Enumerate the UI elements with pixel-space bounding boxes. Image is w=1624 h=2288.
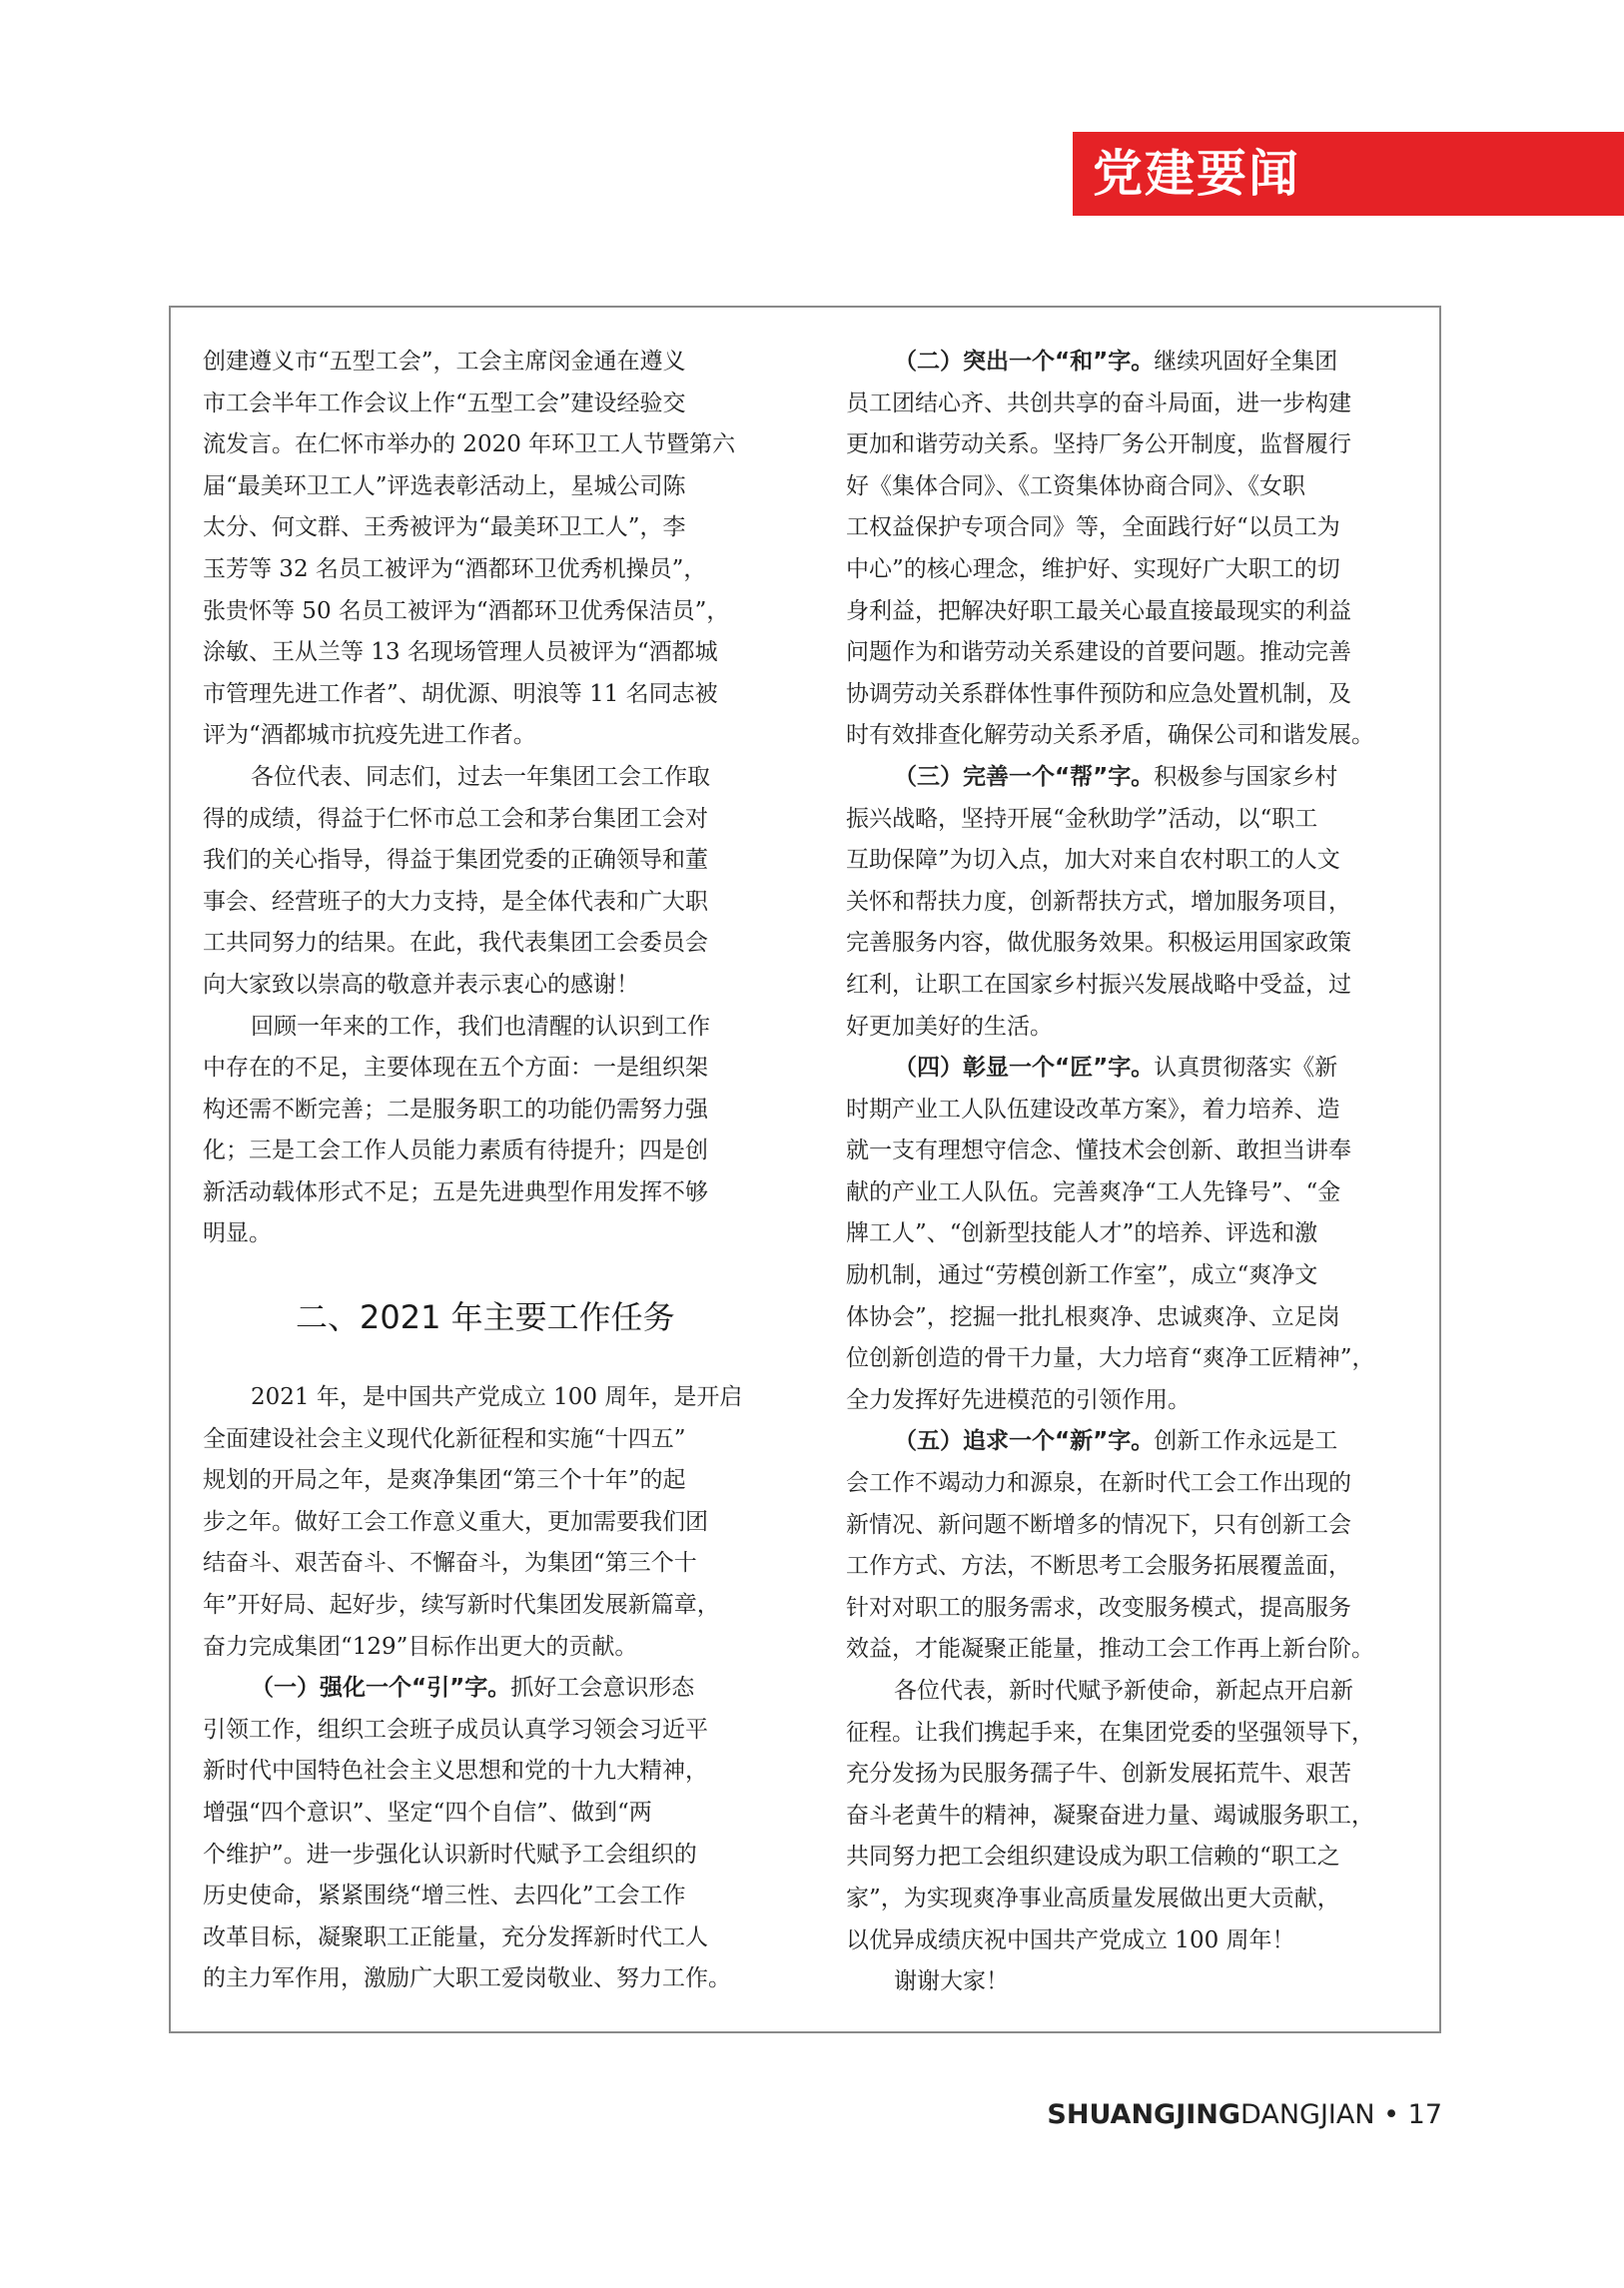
page-footer <box>1047 2099 1442 2130</box>
text-line: 红利，让职工在国家乡村振兴发展战略中受益，过 <box>846 971 1351 998</box>
text-line: 互助保障”为切入点，加大对来自农村职工的人文 <box>846 847 1340 874</box>
text-line: 时期产业工人队伍建设改革方案》，着力培养、造 <box>846 1096 1340 1123</box>
text-line: 回顾一年来的工作，我们也清醒的认识到工作 <box>251 1013 710 1040</box>
paragraph <box>203 1007 772 1256</box>
text-line: 时有效排查化解劳动关系矛盾，确保公司和谐发展。 <box>846 722 1374 749</box>
text-line: 位创新创造的骨干力量，大力培育“爽净工匠精神”， <box>846 1345 1375 1372</box>
text-line: 玉芳等 32 名员工被评为“酒都环卫优秀机操员”， <box>203 555 707 582</box>
text-line: 明显。 <box>203 1220 272 1247</box>
text-line: 就一支有理想守信念、懂技术会创新、敢担当讲奉 <box>846 1138 1351 1164</box>
footer-subtitle: DANGJIAN <box>1240 2099 1375 2130</box>
subheading-keyword: （二）突出一个“和”字。 <box>894 349 1155 375</box>
text-span: 创新工作永远是工 <box>1154 1428 1338 1455</box>
text-line: 协调劳动关系群体性事件预防和应急处置机制，及 <box>846 680 1351 707</box>
paragraph <box>203 757 772 1007</box>
text-line: 奋斗老黄牛的精神，凝聚奋进力量、竭诚服务职工， <box>846 1802 1374 1829</box>
text-span: 积极参与国家乡村 <box>1154 763 1338 790</box>
paragraph <box>203 1668 772 2000</box>
text-line: 家”，为实现爽净事业高质量发展做出更大贡献， <box>846 1885 1340 1911</box>
text-line: 牌工人”、“创新型技能人才”的培养、评选和激 <box>846 1220 1318 1247</box>
text-span: 继续巩固好全集团 <box>1154 349 1338 375</box>
text-line: 励机制，通过“劳模创新工作室”，成立“爽净文 <box>846 1262 1318 1289</box>
text-line: 太分、何文群、王秀被评为“最美环卫工人”，李 <box>203 514 686 541</box>
text-line: 工共同努力的结果。在此，我代表集团工会委员会 <box>203 930 708 957</box>
subheading-keyword: （五）追求一个“新”字。 <box>894 1428 1155 1455</box>
paragraph <box>846 1421 1415 1671</box>
text-line: 历史使命，紧紧围绕“增三性、去四化”工会工作 <box>203 1883 686 1909</box>
paragraph <box>203 342 772 757</box>
text-line: 全面建设社会主义现代化新征程和实施“十四五” <box>203 1425 686 1452</box>
text-line: 工权益保护专项合同》等，全面践行好“以员工为 <box>846 514 1340 541</box>
text-line: 构还需不断完善；二是服务职工的功能仍需努力强 <box>203 1096 708 1123</box>
paragraph <box>203 1377 772 1668</box>
text-line: 年”开好局、起好步，续写新时代集团发展新篇章， <box>203 1592 720 1619</box>
section-heading: 二、2021 年主要工作任务 <box>296 1298 675 1337</box>
text-line <box>846 342 1415 383</box>
text-line: 完善服务内容，做优服务效果。积极运用国家政策 <box>846 930 1351 957</box>
text-line: 效益，才能凝聚正能量，推动工会工作再上新台阶。 <box>846 1636 1374 1663</box>
text-line: 问题作为和谐劳动关系建设的首要问题。推动完善 <box>846 639 1351 666</box>
text-line: 规划的开局之年，是爽净集团“第三个十年”的起 <box>203 1467 686 1494</box>
text-line: 2021 年，是中国共产党成立 100 周年，是开启 <box>251 1384 743 1411</box>
text-line: 我们的关心指导，得益于集团党委的正确领导和董 <box>203 847 708 874</box>
text-line: 好更加美好的生活。 <box>846 1013 1053 1040</box>
text-span: 认真贯彻落实《新 <box>1154 1055 1338 1082</box>
subheading-keyword: （三）完善一个“帮”字。 <box>894 763 1155 790</box>
text-line: 会工作不竭动力和源泉，在新时代工会工作出现的 <box>846 1470 1351 1497</box>
footer-separator: • <box>1374 2099 1408 2130</box>
text-line <box>203 1668 772 1710</box>
footer-brand: SHUANGJING <box>1047 2099 1241 2130</box>
text-line: 化；三是工会工作人员能力素质有待提升；四是创 <box>203 1138 708 1164</box>
text-line: 体协会”，挖掘一批扎根爽净、忠诚爽净、立足岗 <box>846 1303 1340 1330</box>
text-line: 增强“四个意识”、坚定“四个自信”、做到“两 <box>203 1800 652 1826</box>
text-line: 身利益，把解决好职工最关心最直接最现实的利益 <box>846 597 1351 624</box>
text-line: 张贵怀等 50 名员工被评为“酒都环卫优秀保洁员”， <box>203 597 730 624</box>
left-column <box>203 342 772 2000</box>
text-line: 结奋斗、艰苦奋斗、不懈奋斗，为集团“第三个十 <box>203 1550 697 1577</box>
paragraph <box>846 757 1415 1048</box>
closing-line: 谢谢大家！ <box>894 1968 1009 1995</box>
text-line: 市管理先进工作者”、胡优源、明浪等 11 名同志被 <box>203 680 718 707</box>
text-line: 新时代中国特色社会主义思想和党的十九大精神， <box>203 1758 708 1785</box>
text-line: 中存在的不足，主要体现在五个方面：一是组织架 <box>203 1055 708 1082</box>
text-line: 流发言。在仁怀市举办的 2020 年环卫工人节暨第六 <box>203 431 736 458</box>
text-line <box>846 1048 1415 1090</box>
subheading-keyword: （一）强化一个“引”字。 <box>251 1675 511 1702</box>
text-line: 届“最美环卫工人”评选表彰活动上，星城公司陈 <box>203 472 686 499</box>
text-line: 步之年。做好工会工作意义重大，更加需要我们团 <box>203 1508 708 1535</box>
text-line: 征程。让我们携起手来，在集团党委的坚强领导下， <box>846 1719 1374 1746</box>
text-line: 事会、经营班子的大力支持，是全体代表和广大职 <box>203 888 708 915</box>
text-line: 新活动载体形式不足；五是先进典型作用发挥不够 <box>203 1178 708 1205</box>
text-line: 奋力完成集团“129”目标作出更大的贡献。 <box>203 1633 638 1660</box>
text-line: 振兴战略，坚持开展“金秋助学”活动，以“职工 <box>846 805 1318 832</box>
paragraph <box>846 1671 1415 1961</box>
text-line: 新情况、新问题不断增多的情况下，只有创新工会 <box>846 1511 1351 1538</box>
text-line: 关怀和帮扶力度，创新帮扶方式，增加服务项目， <box>846 888 1351 915</box>
text-line: 各位代表，新时代赋予新使命，新起点开启新 <box>894 1678 1353 1704</box>
text-line: 献的产业工人队伍。完善爽净“工人先锋号”、“金 <box>846 1178 1341 1205</box>
text-line <box>846 757 1415 799</box>
text-line <box>846 1421 1415 1463</box>
text-line: 向大家致以崇高的敬意并表示衷心的感谢！ <box>203 971 639 998</box>
text-line: 个维护”。进一步强化认识新时代赋予工会组织的 <box>203 1841 697 1868</box>
text-line: 全力发挥好先进模范的引领作用。 <box>846 1386 1191 1413</box>
text-line: 充分发扬为民服务孺子牛、创新发展拓荒牛、艰苦 <box>846 1761 1351 1788</box>
right-column <box>846 342 1415 2003</box>
subheading-keyword: （四）彰显一个“匠”字。 <box>894 1055 1155 1082</box>
text-line: 针对对职工的服务需求，改变服务模式，提高服务 <box>846 1594 1351 1621</box>
text-line: 好《集体合同》、《工资集体协商合同》、《女职 <box>846 472 1305 499</box>
text-line: 以优异成绩庆祝中国共产党成立 100 周年！ <box>846 1926 1295 1953</box>
text-line: 引领工作，组织工会班子成员认真学习领会习近平 <box>203 1716 708 1743</box>
section-banner: 党建要闻 <box>1073 132 1624 216</box>
page-number: 17 <box>1407 2099 1442 2130</box>
text-line: 更加和谐劳动关系。坚持厂务公开制度，监督履行 <box>846 431 1351 458</box>
text-span: 抓好工会意识形态 <box>510 1675 695 1702</box>
text-line: 改革目标，凝聚职工正能量，充分发挥新时代工人 <box>203 1923 708 1950</box>
text-line: 员工团结心齐、共创共享的奋斗局面，进一步构建 <box>846 389 1351 416</box>
text-line: 涂敏、王从兰等 13 名现场管理人员被评为“酒都城 <box>203 639 718 666</box>
text-line: 共同努力把工会组织建设成为职工信赖的“职工之 <box>846 1844 1340 1871</box>
text-line: 评为“酒都城市抗疫先进工作者。 <box>203 722 536 749</box>
text-line: 的主力军作用，激励广大职工爱岗敬业、努力工作。 <box>203 1965 731 1992</box>
text-line: 市工会半年工作会议上作“五型工会”建设经验交 <box>203 389 686 416</box>
text-line: 各位代表、同志们，过去一年集团工会工作取 <box>251 763 710 790</box>
paragraph <box>846 1048 1415 1421</box>
text-line: 中心”的核心理念，维护好、实现好广大职工的切 <box>846 555 1340 582</box>
text-line: 创建遵义市“五型工会”，工会主席闵金通在遵义 <box>203 349 686 375</box>
paragraph <box>846 342 1415 757</box>
text-line: 工作方式、方法，不断思考工会服务拓展覆盖面， <box>846 1553 1351 1580</box>
text-line: 得的成绩，得益于仁怀市总工会和茅台集团工会对 <box>203 805 708 832</box>
